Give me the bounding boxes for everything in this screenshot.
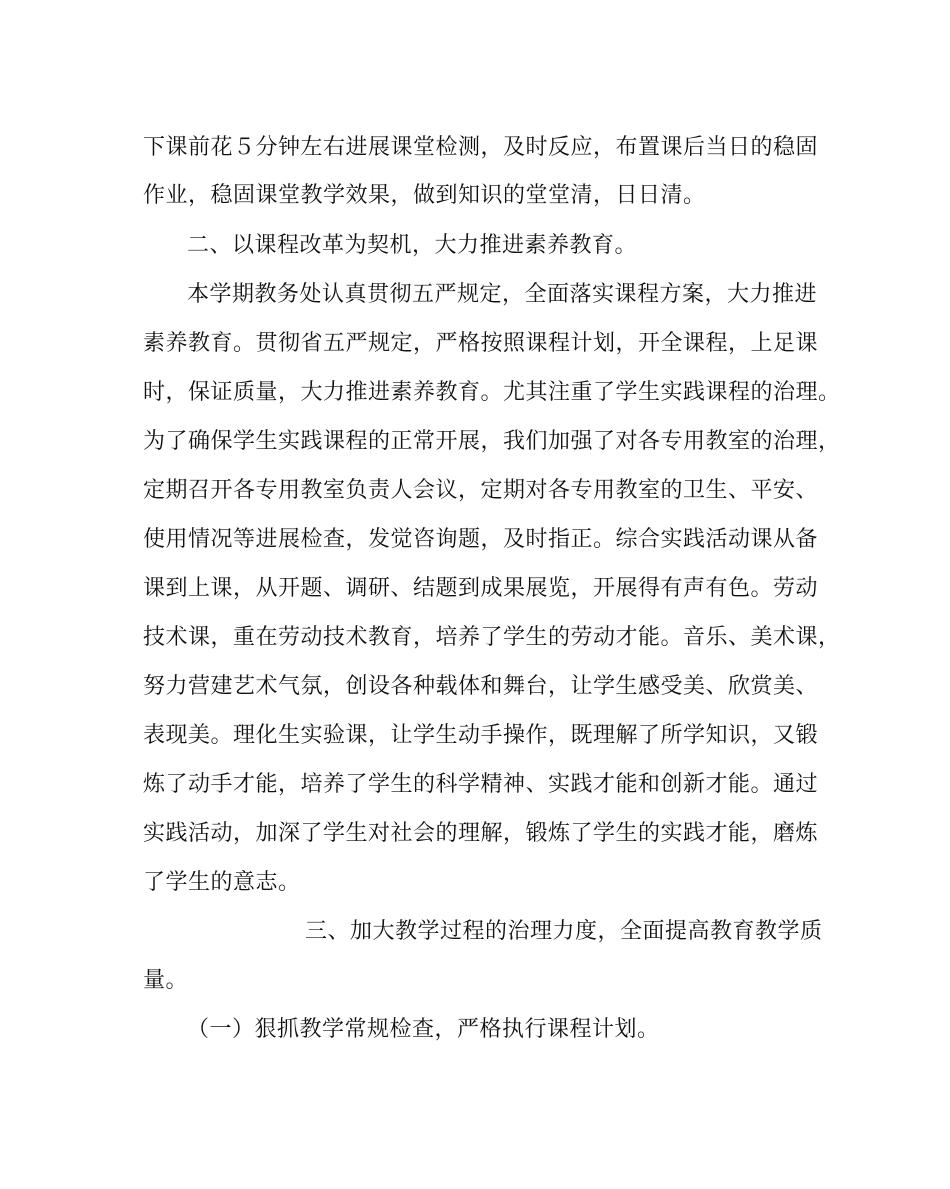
subsection-heading: （一）狠抓教学常规检查，严格执行课程计划。 [187, 1017, 660, 1042]
text-line: 使用情况等进展检查，发觉咨询题，及时指正。综合实践活动课从备 [143, 527, 819, 552]
text-line: 素养教育。贯彻省五严规定，严格按照课程计划，开全课程，上足课 [143, 331, 819, 356]
text-line: 下课前花５分钟左右进展课堂检测，及时反应，布置课后当日的稳固 [143, 135, 819, 160]
text-line: 表现美。理化生实验课，让学生动手操作，既理解了所学知识，又锻 [143, 723, 819, 748]
text-line: 实践活动，加深了学生对社会的理解，锻炼了学生的实践才能，磨炼 [143, 821, 819, 846]
section-heading: 二、以课程改革为契机，大力推进素养教育。 [187, 233, 638, 258]
text-line: 时，保证质量，大力推进素养教育。尤其注重了学生实践课程的治理。 [143, 380, 841, 405]
section-heading-continued: 量。 [143, 968, 189, 993]
text-line: 作业，稳固课堂教学效果，做到知识的堂堂清，日日清。 [143, 183, 706, 208]
text-line: 了学生的意志。 [143, 870, 301, 895]
text-line: 课到上课，从开题、调研、结题到成果展览，开展得有声有色。劳动 [143, 576, 819, 601]
text-line: 炼了动手才能，培养了学生的科学精神、实践才能和创新才能。通过 [143, 772, 819, 797]
text-line: 技术课，重在劳动技术教育，培养了学生的劳动才能。音乐、美术课， [143, 625, 841, 650]
section-heading: 三、加大教学过程的治理力度，全面提高教育教学质 [305, 919, 823, 944]
text-line: 定期召开各专用教室负责人会议，定期对各专用教室的卫生、平安、 [143, 478, 819, 503]
text-line: 为了确保学生实践课程的正常开展，我们加强了对各专用教室的治理， [143, 429, 841, 454]
text-line: 努力营建艺术气氛，创设各种载体和舞台，让学生感受美、欣赏美、 [143, 674, 819, 699]
text-line: 本学期教务处认真贯彻五严规定，全面落实课程方案，大力推进 [187, 282, 818, 307]
